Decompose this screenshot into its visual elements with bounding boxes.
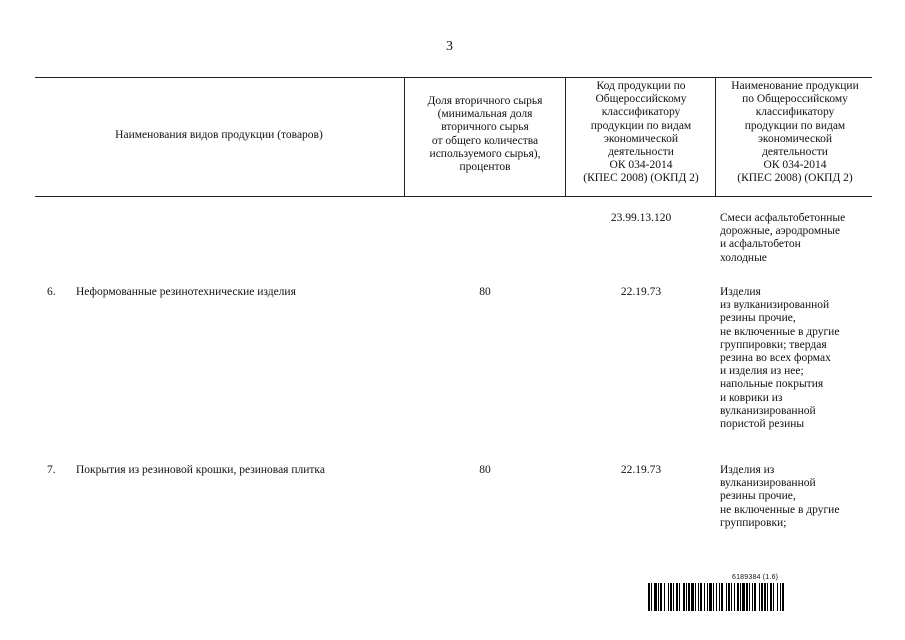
barcode-bar	[737, 583, 739, 611]
okpd-line: и коврики из	[720, 391, 783, 404]
barcode-bar	[731, 583, 732, 611]
row-product-name: Покрытия из резиновой крошки, резиновая плитка	[76, 464, 325, 476]
header-line: Общероссийскому	[595, 93, 687, 106]
okpd-line: не включенные в другие	[720, 503, 840, 516]
header-line: экономической	[758, 132, 832, 145]
okpd-line: из вулканизированной	[720, 299, 830, 312]
barcode-bar	[707, 583, 708, 611]
header-line: используемого сырья),	[429, 147, 541, 160]
barcode-bar	[651, 583, 652, 611]
header-line: классификатору	[601, 106, 681, 119]
barcode-bar	[749, 583, 750, 611]
barcode-bar	[761, 583, 763, 611]
header-top-rule	[35, 77, 872, 78]
header-bottom-rule	[35, 196, 872, 197]
barcode-bar	[691, 583, 694, 611]
okpd-line: Смеси асфальтобетонные	[720, 212, 846, 224]
header-product-name: Наименования видов продукции (товаров)	[115, 129, 323, 141]
barcode-bar	[698, 583, 699, 611]
barcode-bar	[658, 583, 659, 611]
okpd-line: дорожные, аэродромные	[720, 225, 841, 238]
barcode-bar	[759, 583, 760, 611]
barcode-bar	[713, 583, 714, 611]
barcode-bar	[716, 583, 717, 611]
barcode-bar	[777, 583, 778, 611]
header-line: деятельности	[762, 146, 828, 159]
barcode-bar	[764, 583, 766, 611]
barcode-bar	[728, 583, 730, 611]
header-line: Доля вторичного сырья	[427, 95, 543, 107]
barcode-bar	[679, 583, 680, 611]
barcode-bar	[740, 583, 741, 611]
okpd-line: Изделия	[720, 286, 761, 298]
header-line: (минимальная доля	[437, 108, 533, 121]
header-line: классификатору	[755, 106, 835, 119]
row-share: 80	[479, 286, 491, 298]
barcode-bar	[767, 583, 768, 611]
barcode-bar	[709, 583, 712, 611]
row-okpd-name	[720, 464, 870, 530]
okpd-line: холодные	[720, 251, 767, 264]
barcode-bar	[719, 583, 720, 611]
okpd-line: вулканизированной	[720, 477, 816, 490]
barcode-bar	[648, 583, 650, 611]
barcode-bar	[780, 583, 781, 611]
barcode-bar	[668, 583, 669, 611]
row-okpd-name	[720, 286, 870, 431]
header-line: ОК 034-2014	[609, 159, 673, 172]
header-share	[405, 95, 565, 174]
barcode-bar	[654, 583, 657, 611]
header-line: экономической	[604, 132, 678, 145]
okpd-line: резины прочие,	[720, 490, 796, 503]
barcode-bar	[686, 583, 687, 611]
header-line: продукции по видам	[744, 119, 846, 132]
barcode-bar	[704, 583, 705, 611]
barcode-bar	[746, 583, 748, 611]
barcode-bar	[734, 583, 735, 611]
okpd-line: и асфальтобетон	[720, 238, 801, 251]
row-product-name: Неформованные резинотехнические изделия	[76, 286, 296, 298]
barcode-number: 6189384 (1.6)	[732, 574, 779, 581]
header-line: вторичного сырья	[441, 121, 529, 134]
barcode-bar	[676, 583, 678, 611]
okpd-line: резина во всех формах	[720, 352, 831, 365]
header-line: (КПЕС 2008) (ОКПД 2)	[583, 172, 699, 185]
okpd-line: группировки;	[720, 516, 787, 529]
barcode-bar	[688, 583, 690, 611]
okpd-line: резины прочие,	[720, 312, 796, 325]
okpd-line: группировки; твердая	[720, 338, 827, 351]
barcode-bar	[673, 583, 674, 611]
okpd-line: пористой резины	[720, 418, 805, 431]
okpd-line: Изделия из	[720, 464, 775, 476]
okpd-line: напольные покрытия	[720, 378, 824, 391]
row-code: 22.19.73	[620, 464, 662, 476]
barcode-bar	[754, 583, 756, 611]
barcode-image	[648, 583, 858, 611]
barcode-bar	[670, 583, 672, 611]
okpd-line: и изделия из нее;	[720, 365, 804, 378]
row-code: 23.99.13.120	[610, 212, 672, 224]
barcode-bar	[700, 583, 702, 611]
barcode-bar	[664, 583, 665, 611]
barcode-bar	[752, 583, 753, 611]
header-line: деятельности	[608, 146, 674, 159]
barcode-bar	[695, 583, 696, 611]
header-line: по Общероссийскому	[742, 93, 848, 106]
row-share: 80	[479, 464, 491, 476]
header-okpd-name	[716, 80, 874, 186]
page-number: 3	[446, 39, 453, 54]
barcode-bar	[770, 583, 772, 611]
row-code: 22.19.73	[620, 286, 662, 298]
barcode-bar	[721, 583, 723, 611]
row-okpd-name	[720, 212, 870, 265]
header-line: Код продукции по	[596, 80, 686, 92]
okpd-line: не включенные в другие	[720, 325, 840, 338]
header-line: ОК 034-2014	[763, 159, 827, 172]
barcode-bar	[726, 583, 727, 611]
header-line: процентов	[459, 161, 511, 174]
barcode-bar	[782, 583, 784, 611]
barcode-bar	[683, 583, 685, 611]
header-line: Наименование продукции	[731, 80, 859, 92]
barcode-bar	[773, 583, 774, 611]
row-number: 7.	[47, 464, 56, 476]
barcode-bar	[742, 583, 745, 611]
header-line: продукции по видам	[590, 119, 692, 132]
row-number: 6.	[47, 286, 56, 298]
okpd-line: вулканизированной	[720, 404, 816, 417]
header-line: (КПЕС 2008) (ОКПД 2)	[737, 172, 853, 185]
barcode-bar	[660, 583, 662, 611]
header-code	[566, 80, 716, 186]
header-line: от общего количества	[431, 134, 539, 147]
